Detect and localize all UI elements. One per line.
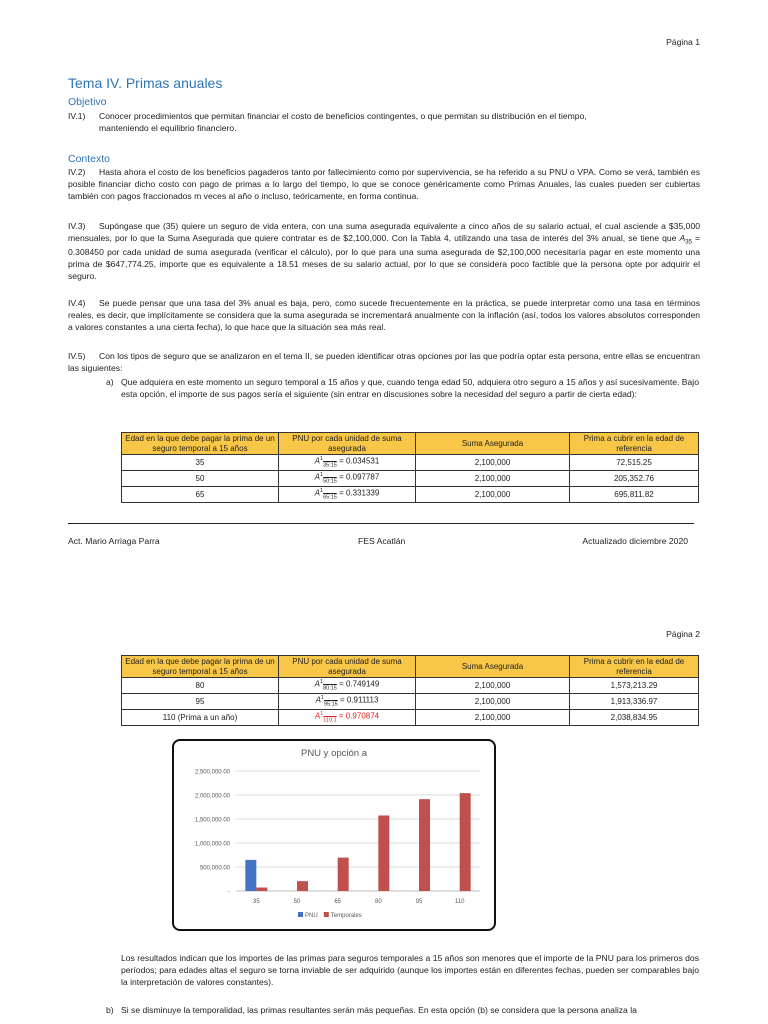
paragraph-number: IV.5) xyxy=(68,351,86,361)
contexto-heading: Contexto xyxy=(68,153,111,165)
legend-label-pnu: PNU xyxy=(305,913,318,919)
x-tick-label: 65 xyxy=(334,899,342,905)
option-text: Que adquiera en este momento un seguro temporal a 15 años y que, cuando tenga edad 50, adquiera otro seguro a 15 años y así sucesivamente. Bajo esta opción, el importe de sus pagos sería el siguiente (sin entrar en discusiones sobre la necesidad del seguro a partir de cierta edad): xyxy=(121,377,699,399)
cell-pnu: $A^1_{110:1} = 0.970874$ xyxy=(279,709,416,725)
results-paragraph xyxy=(121,953,699,989)
y-tick-label: 1,000,000.00 xyxy=(194,841,230,848)
cell-edad: 95 xyxy=(122,694,279,710)
cell-suma: 2,100,000 xyxy=(416,678,570,694)
table-header-row xyxy=(122,433,699,455)
bar-temporales-80 xyxy=(378,815,389,891)
page-number: Página 2 xyxy=(666,629,700,639)
math-symbol: A xyxy=(679,232,686,243)
paragraph-text: Supóngase que (35) quiere un seguro de vida entera, con una suma asegurada equivalente a cinco años de su salario actual, el cual asciende a $35,000 mensuales, por lo que la Suma Asegurada que quiere contratar es de $2,100,000. Con la Tabla 4, utilizando una tasa de interés del 3% anual, se tiene que xyxy=(68,221,700,243)
cell-suma: 2,100,000 xyxy=(416,471,570,487)
premium-table-2 xyxy=(121,655,699,726)
cell-prima: 695,811.82 xyxy=(570,486,699,502)
table-row xyxy=(122,486,699,502)
paragraph-iv4 xyxy=(68,298,700,334)
paragraph-number: IV.4) xyxy=(68,298,86,308)
bar-temporales-35 xyxy=(256,888,267,891)
paragraph-iv3 xyxy=(68,221,700,282)
paragraph-text: = 0.308450 por cada unidad de suma asegurada (verificar el cálculo), por lo que para una suma asegurada de $2,100,000 necesitaría pagar en este momento una prima de $647,774.25, importe que es equivalente a 18.51 meses de su salario actual, por lo que se considera poco factible que la persona opte por adquirir el seguro. xyxy=(68,232,700,281)
legend-label-temporales: Temporales xyxy=(330,913,362,919)
y-tick-label: 2,500,000.00 xyxy=(194,769,230,776)
objetivo-heading: Objetivo xyxy=(68,96,107,108)
paragraph-text: Conocer procedimientos que permitan financiar el costo de beneficios contingentes, o que permitan su distribución en el tiempo, xyxy=(99,111,587,121)
paragraph-iv2 xyxy=(68,167,700,203)
x-tick-label: 80 xyxy=(374,899,382,905)
cell-pnu: $A^1_{95:15} = 0.911113$ xyxy=(279,694,416,710)
header-suma: Suma Asegurada xyxy=(416,433,570,455)
paragraph-text: Se puede pensar que una tasa del 3% anual es baja, pero, como sucede frecuentemente en la práctica, se puede interpretar como una tasa en términos reales, es decir, que implícitamente se considera que la suma asegurada se incrementará anualmente con la inflación (así, todos los valores absolutos corresponden a valores constantes a una cierta fecha), lo que hace que la situación sea más real. xyxy=(68,298,700,332)
paragraph-text: Con los tipos de seguro que se analizaron en el tema II, se pueden identificar otras opciones por las que podría optar esta persona, entre ellas se encuentran las siguientes: xyxy=(68,351,700,373)
cell-suma: 2,100,000 xyxy=(416,486,570,502)
math-subscript: 35 xyxy=(685,239,692,246)
cell-suma: 2,100,000 xyxy=(416,709,570,725)
page-number: Página 1 xyxy=(666,37,700,47)
paragraph-number: IV.2) xyxy=(68,167,86,177)
option-label: b) xyxy=(106,1005,114,1015)
paragraph-iv1 xyxy=(68,111,700,135)
cell-pnu: $A^1_{50:15} = 0.097787$ xyxy=(279,471,416,487)
cell-edad: 80 xyxy=(122,678,279,694)
cell-prima: 1,913,336.97 xyxy=(570,694,699,710)
y-tick-label: 1,500,000.00 xyxy=(194,817,230,824)
option-b xyxy=(106,1005,699,1022)
header-suma: Suma Asegurada xyxy=(416,656,570,678)
cell-pnu: $A^1_{80:15} = 0.749149$ xyxy=(279,678,416,694)
table-row xyxy=(122,694,699,710)
bar-temporales-65 xyxy=(338,858,349,891)
table-row xyxy=(122,471,699,487)
bar-temporales-95 xyxy=(419,799,430,891)
paragraph-text: Los resultados indican que los importes de las primas para seguros temporales a 15 años son menores que el importe de la PNU para los primeros dos períodos; para edades altas el seguro se torna inviable de ser adquirido (aunque los importes están en diferentes fechas, pueden ser comparables bajo la interpretación de valores constantes). xyxy=(121,953,699,987)
cell-prima: 1,573,213.29 xyxy=(570,678,699,694)
cell-suma: 2,100,000 xyxy=(416,694,570,710)
x-tick-label: 50 xyxy=(293,899,301,905)
table-header-row xyxy=(122,656,699,678)
paragraph-number: IV.1) xyxy=(68,111,86,121)
cell-prima: 205,352.76 xyxy=(570,471,699,487)
y-tick-label: 500,000.00 xyxy=(199,865,230,872)
bar-temporales-110 xyxy=(460,793,471,891)
table-row xyxy=(122,709,699,725)
chart-title: PNU y opción a xyxy=(300,748,367,759)
paragraph-number: IV.3) xyxy=(68,221,86,231)
bar-pnu-35 xyxy=(245,860,256,891)
cell-prima: 2,038,834.95 xyxy=(570,709,699,725)
footer-date: Actualizado diciembre 2020 xyxy=(582,536,688,546)
header-pnu: PNU por cada unidad de suma asegurada xyxy=(279,656,416,678)
table-row xyxy=(122,678,699,694)
cell-pnu: $A^1_{65:15} = 0.331339$ xyxy=(279,486,416,502)
cell-edad: 65 xyxy=(122,486,279,502)
y-tick-label: 2,000,000.00 xyxy=(194,793,230,800)
page-title: Tema IV. Primas anuales xyxy=(68,75,223,91)
footer-divider xyxy=(68,523,694,524)
x-tick-label: 35 xyxy=(252,899,260,905)
cell-pnu: $A^1_{35:15} = 0.034531$ xyxy=(279,455,416,471)
bar-chart xyxy=(174,741,494,929)
premium-table-1 xyxy=(121,432,699,503)
paragraph-text: manteniendo el equilibrio financiero. xyxy=(99,122,237,133)
footer-institution: FES Acatlán xyxy=(358,536,406,546)
paragraph-text: Hasta ahora el costo de los beneficios pagaderos tanto por fallecimiento como por supervivencia, se ha referido a su PNU o VPA. Como se verá, también es posible financiar dicho costo con pago de primas a lo largo del tiempo, lo que se conoce genéricamente como Primas Anuales, las cuales pueden ser cubiertas también con pagos fraccionados m veces al año o incluso, teóricamente, en forma continua. xyxy=(68,167,700,201)
cell-prima: 72,515.25 xyxy=(570,455,699,471)
cell-edad: 110 (Prima a un año) xyxy=(122,709,279,725)
cell-edad: 50 xyxy=(122,471,279,487)
x-tick-label: 95 xyxy=(415,899,423,905)
legend-swatch-pnu xyxy=(298,912,303,917)
cell-suma: 2,100,000 xyxy=(416,455,570,471)
bar-temporales-50 xyxy=(297,881,308,891)
option-text: Si se disminuye la temporalidad, las primas resultantes serán más pequeñas. En esta opción (b) se considera que la persona analiza la xyxy=(121,1005,637,1015)
header-pnu: PNU por cada unidad de suma asegurada xyxy=(279,433,416,455)
paragraph-iv5 xyxy=(68,351,700,375)
y-tick-label: - xyxy=(228,889,230,896)
header-edad: Edad en la que debe pagar la prima de un seguro temporal a 15 años xyxy=(122,433,279,455)
table-row xyxy=(122,455,699,471)
header-prima: Prima a cubrir en la edad de referencia xyxy=(570,656,699,678)
footer-author: Act. Mario Arriaga Parra xyxy=(68,536,160,546)
cell-edad: 35 xyxy=(122,455,279,471)
x-tick-label: 110 xyxy=(454,899,465,905)
option-a xyxy=(106,377,699,401)
header-edad: Edad en la que debe pagar la prima de un seguro temporal a 15 años xyxy=(122,656,279,678)
header-prima: Prima a cubrir en la edad de referencia xyxy=(570,433,699,455)
option-label: a) xyxy=(106,377,114,387)
legend-swatch-temporales xyxy=(324,912,329,917)
chart-container xyxy=(172,739,496,931)
